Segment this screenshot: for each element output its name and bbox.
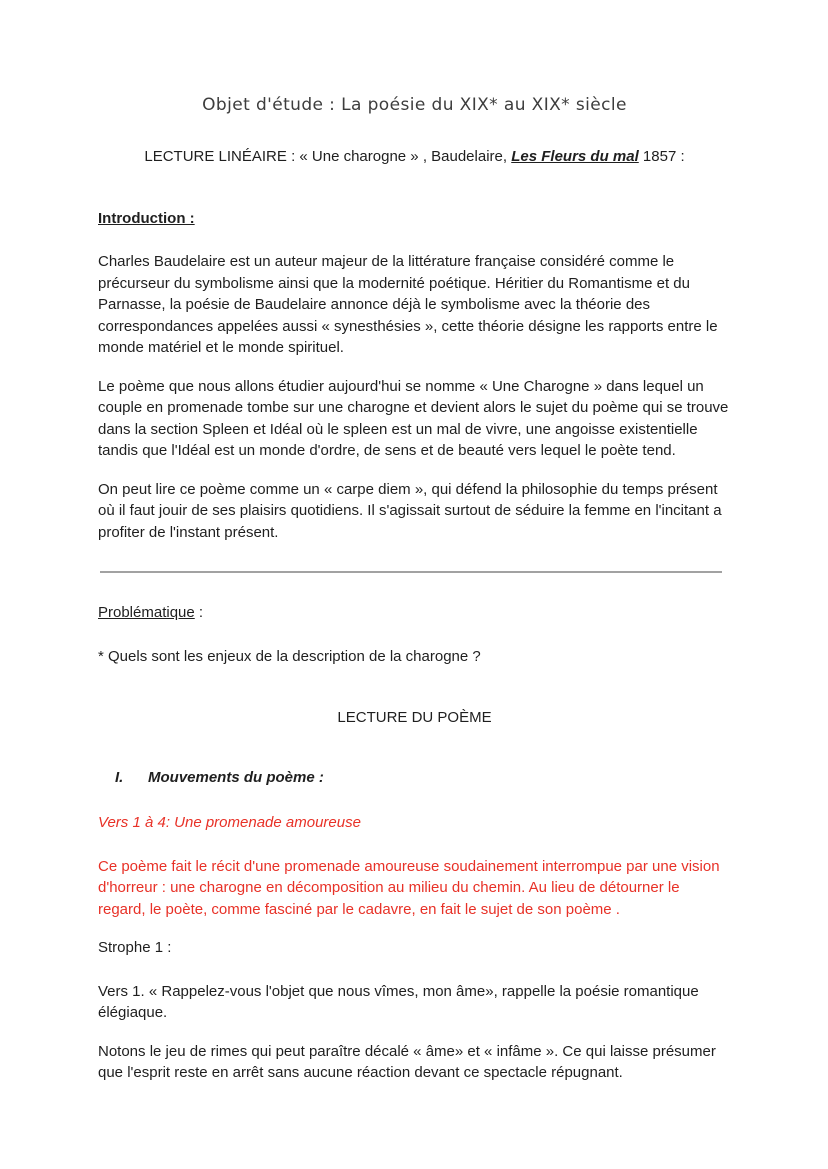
work-title: Les Fleurs du mal xyxy=(511,148,639,165)
document-subtitle xyxy=(98,146,731,168)
horizontal-rule xyxy=(100,571,722,573)
subtitle-prefix: LECTURE LINÉAIRE : « Une charogne » , Baudelaire, xyxy=(144,148,512,165)
analysis-paragraph-2: Notons le jeu de rimes qui peut paraître décalé « âme» et « infâme ». Ce qui laisse présumer que l'esprit reste en arrêt sans aucune réaction devant ce spectacle répugnant. xyxy=(98,1042,721,1081)
problematique-question: * Quels sont les enjeux de la description de la charogne ? xyxy=(98,647,481,665)
roman-numeral: I. xyxy=(115,768,124,786)
mouvements-heading xyxy=(115,767,731,789)
introduction-paragraph-2: Le poème que nous allons étudier aujourd'hui se nomme « Une Charogne » dans lequel un couple en promenade tombe sur une charogne et devient alors le sujet du poème qui se trouve dans la section Spleen et Idéal où le spleen est un mal de vivre, une angoisse existentielle tandis que l'Idéal est un monde d'ordre, de sens et de beauté vers lequel le poète tend. xyxy=(98,377,733,459)
subtitle-suffix: 1857 : xyxy=(638,148,685,165)
introduction-paragraph-1: Charles Baudelaire est un auteur majeur de la littérature française considéré comme le précurseur du symbolisme ainsi que la modernité poétique. Héritier du Romantisme et du Parnasse, la poésie de Baudelaire annonce déjà le symbolisme avec la théorie des correspondances appelées aussi « synesthésies », cette théorie désigne les rapports entre le monde matériel et le monde spirituel. xyxy=(98,253,722,356)
movement-1-title: Vers 1 à 4: Une promenade amoureuse xyxy=(98,814,361,831)
introduction-paragraph-3: On peut lire ce poème comme un « carpe diem », qui défend la philosophie du temps présent où il faut jouir de ses plaisirs quotidiens. Il s'agissait surtout de séduire la femme en l'incitant a profiter de l'instant présent. xyxy=(98,480,726,541)
document-title: Objet d'étude : La poésie du XIX* au XIX* siècle xyxy=(202,95,627,115)
problematique-colon: : xyxy=(194,604,204,621)
lecture-du-poeme-heading: LECTURE DU POÈME xyxy=(337,709,492,726)
problematique-heading xyxy=(98,602,731,624)
mouvements-heading-label: Mouvements du poème : xyxy=(148,768,324,786)
analysis-paragraph-1: Vers 1. « Rappelez-vous l'objet que nous vîmes, mon âme», rappelle la poésie romantique élégiaque. xyxy=(98,982,703,1021)
introduction-heading: Introduction : xyxy=(98,209,195,227)
strophe-1-label: Strophe 1 : xyxy=(98,939,172,956)
problematique-label: Problématique xyxy=(98,604,195,621)
movement-1-summary: Ce poème fait le récit d'une promenade amoureuse soudainement interrompue par une vision d'horreur : une charogne en décomposition au milieu du chemin. Au lieu de détourner le regard, le poète, comme fasciné par le cadavre, en fait le sujet de son poème . xyxy=(98,857,724,918)
